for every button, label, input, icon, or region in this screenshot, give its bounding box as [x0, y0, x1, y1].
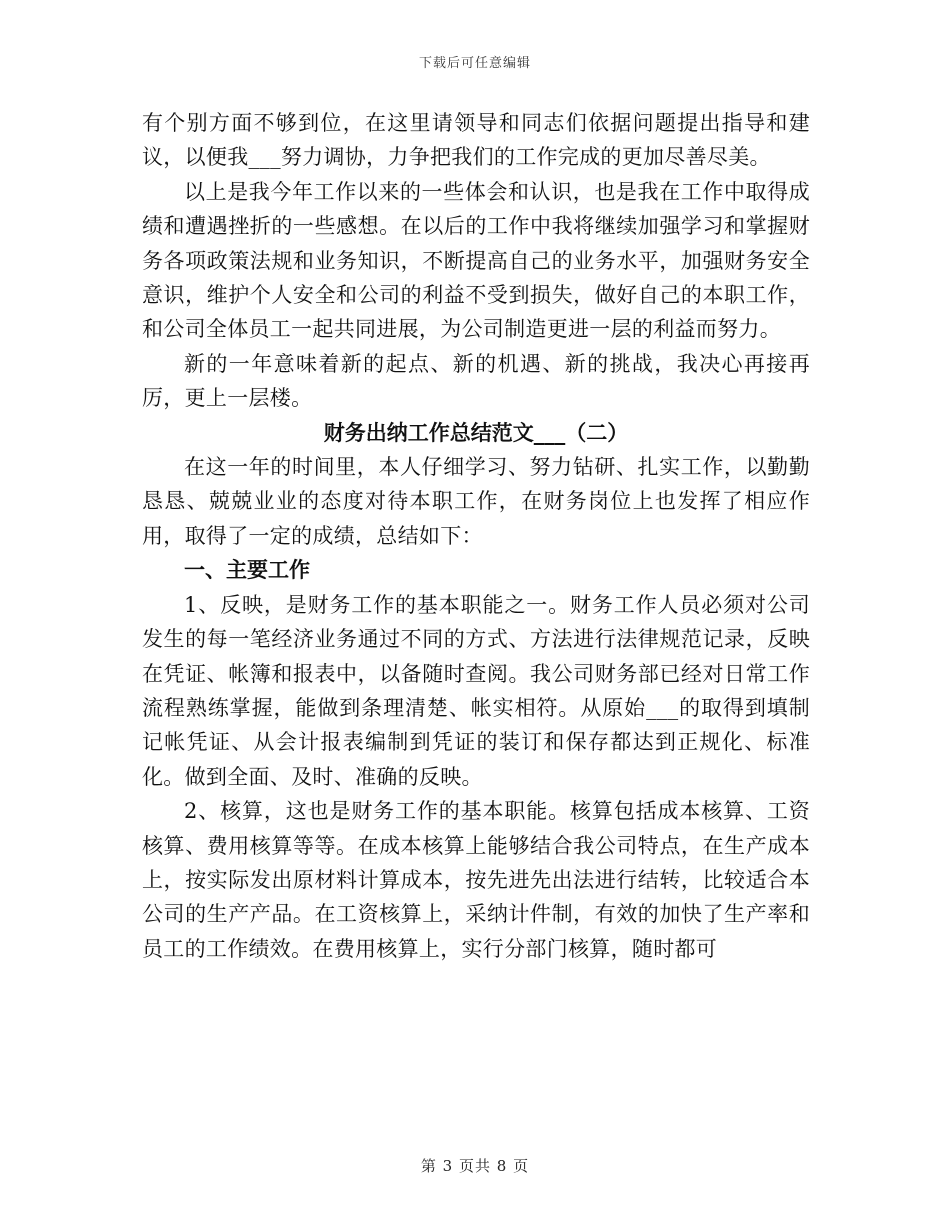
paragraph-continuation: 有个别方面不够到位，在这里请领导和同志们依据问题提出指导和建议，以便我___努力调协，力争把我们的工作完成的更加尽善尽美。 [142, 111, 810, 170]
paragraph-intro: 在这一年的时间里，本人仔细学习、努力钻研、扎实工作，以勤勤恳恳、兢兢业业的态度对待本职工作，在财务岗位上也发挥了相应作用，取得了一定的成绩，总结如下： [142, 455, 810, 548]
section-heading-main-work: 一、主要工作 [184, 557, 310, 583]
page-header: 下载后可任意编辑 [418, 56, 531, 71]
page-footer: 第 3 页共 8 页 [420, 1157, 530, 1175]
paragraph-accounting-duty: 2、核算，这也是财务工作的基本职能。核算包括成本核算、工资核算、费用核算等等。在成本核算上能够结合我公司特点，在生产成本上，按实际发出原材料计算成本，按先进先出法进行结转，比较适合本公司的生产产品。在工资核算上，采纳计件制，有效的加快了生产率和员工的工作绩效。在费用核算上，实行分部门核算，随时都可 [142, 799, 810, 961]
paragraph-new-year: 新的一年意味着新的起点、新的机遇、新的挑战，我决心再接再厉，更上一层楼。 [142, 351, 810, 411]
paragraph-reflect-duty: 1、反映，是财务工作的基本职能之一。财务工作人员必须对公司发生的每一笔经济业务通过不同的方式、方法进行法律规范记录，反映在凭证、帐簿和报表中，以备随时查阅。我公司财务部已经对日常工作流程熟练掌握，能做到条理清楚、帐实相符。从原始___的取得到填制记帐凭证、从会计报表编制到凭证的装订和保存都达到正规化、标准化。做到全面、及时、准确的反映。 [142, 592, 810, 789]
document-body [142, 106, 810, 966]
section-title: 财务出纳工作总结范文___（二） [323, 419, 629, 445]
paragraph-reflection: 以上是我今年工作以来的一些体会和认识，也是我在工作中取得成绩和遭遇挫折的一些感想。在以后的工作中我将继续加强学习和掌握财务各项政策法规和业务知识，不断提高自己的业务水平，加强财务安全意识，维护个人安全和公司的利益不受到损失，做好自己的本职工作，和公司全体员工一起共同进展，为公司制造更进一层的利益而努力。 [142, 179, 810, 342]
